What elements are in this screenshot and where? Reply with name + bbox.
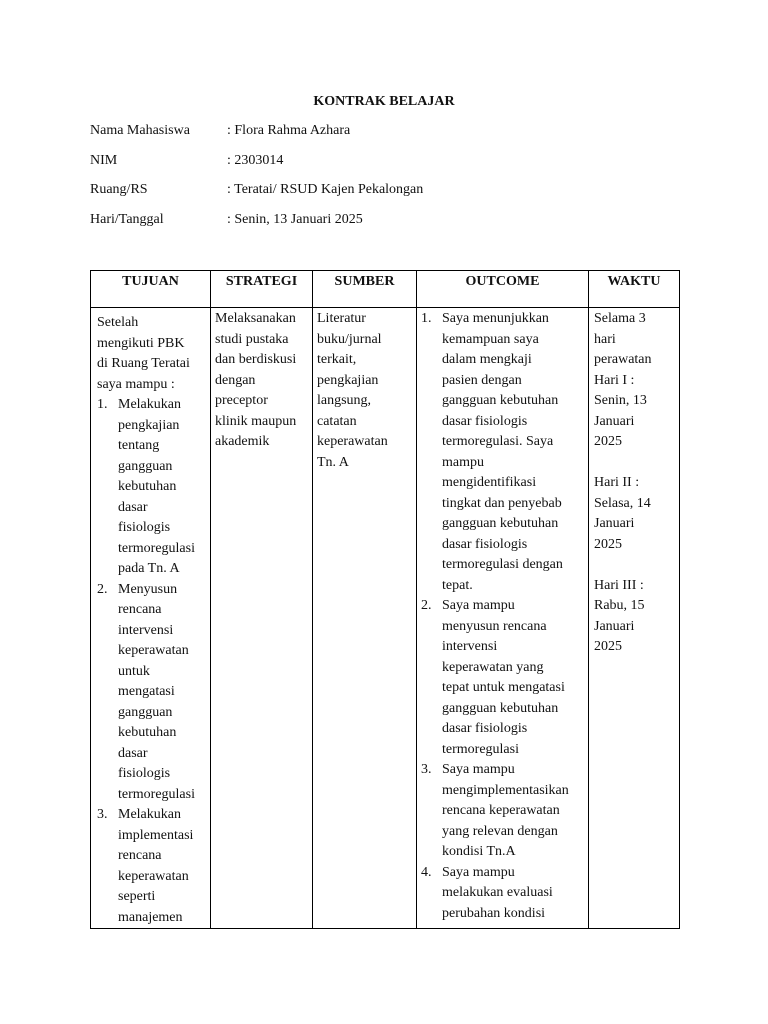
text-line: Saya mampu [442,598,515,613]
item-text [118,805,207,928]
contract-table [90,270,680,929]
item-text [442,760,585,863]
info-row [90,121,423,151]
tujuan-list [97,395,207,928]
spacer [594,555,676,576]
text-line: intervensi [442,639,498,654]
text-line: Saya mampu [442,762,515,777]
strategi-line: akademik [215,434,270,449]
item-number: 3. [421,762,432,777]
text-line: dasar [118,745,148,761]
item-number: 2. [421,598,432,613]
text-line: tepat. [442,577,473,593]
sumber-line: pengkajian [317,372,379,388]
strategi-cell [211,308,313,929]
tujuan-item [97,805,207,928]
text-line: rencana keperawatan [442,803,560,818]
waktu-line: 2025 [594,639,622,654]
table-header-row [91,271,680,308]
text-line: manajemen [118,909,183,925]
sumber-line: langsung, [317,393,372,408]
item-text [442,596,585,760]
tujuan-item [97,580,207,806]
sumber-line: terkait, [317,352,357,367]
waktu-line: Hari II : [594,475,640,490]
sumber-line: buku/jurnal [317,331,382,347]
waktu-line: 2025 [594,434,622,449]
spacer [594,453,676,474]
sumber-line: catatan [317,413,357,429]
sumber-cell [313,308,417,929]
tujuan-intro-line: mengikuti PBK [97,335,185,351]
waktu-cell [589,308,680,929]
text-line: termoregulasi [442,741,519,757]
text-line: implementasi [118,827,194,843]
text-line: mengidentifikasi [442,475,537,490]
text-line: gangguan kebutuhan [442,393,559,408]
text-line: termoregulasi [118,786,195,802]
outcome-list [421,309,585,924]
outcome-item [421,596,585,760]
tujuan-intro-line: saya mampu : [97,376,175,392]
text-line: Menyusun [118,581,178,597]
header-tujuan: TUJUAN [91,271,211,308]
text-line: fisiologis [118,766,171,781]
table-row [91,308,680,929]
outcome-item [421,863,585,925]
text-line: intervensi [118,622,174,638]
info-row [90,180,423,210]
text-line: pasien dengan [442,372,522,388]
waktu-line: Hari I : [594,372,635,388]
waktu-line: Januari [594,618,635,634]
text-line: seperti [118,889,156,904]
text-line: kemampuan saya [442,331,539,347]
header-waktu: WAKTU [589,271,680,308]
waktu-line: 2025 [594,536,622,552]
text-line: Melakukan [118,397,181,412]
text-line: yang relevan dengan [442,823,558,839]
text-line: tentang [118,438,160,453]
item-text [442,309,585,596]
info-value: : Flora Rahma Azhara [227,123,351,138]
waktu-line: perawatan [594,352,652,367]
document-title: KONTRAK BELAJAR [313,94,455,109]
text-line: termoregulasi [118,540,195,556]
info-value: : Teratai/ RSUD Kajen Pekalongan [227,182,424,198]
tujuan-cell [91,308,211,929]
text-line: pengkajian [118,417,180,433]
tujuan-item [97,395,207,580]
text-line: rencana [118,602,162,617]
student-info [90,121,423,240]
text-line: Melakukan [118,807,181,822]
text-line: gangguan [118,458,173,474]
item-text [118,580,207,806]
sumber-line: keperawatan [317,434,388,449]
item-number: 3. [97,807,108,822]
strategi-line: dengan [215,372,256,388]
item-text [118,395,207,580]
text-line: melakukan evaluasi [442,885,553,900]
strategi-line: studi pustaka [215,331,289,347]
header-sumber: SUMBER [313,271,417,308]
text-line: perubahan kondisi [442,905,546,921]
waktu-group [594,576,676,658]
text-line: dasar fisiologis [442,536,528,552]
waktu-line: Hari III : [594,577,644,593]
strategi-line: Melaksanakan [215,311,296,326]
text-line: mengatasi [118,684,175,699]
text-line: untuk [118,663,150,679]
item-number: 2. [97,581,108,597]
text-line: rencana [118,848,162,863]
text-line: kondisi Tn.A [442,844,516,859]
waktu-group [594,473,676,555]
info-value: : 2303014 [227,152,284,168]
text-line: gangguan kebutuhan [442,516,559,531]
text-line: fisiologis [118,520,171,535]
text-line: mampu [442,454,484,470]
waktu-line: hari [594,331,616,347]
strategi-line: preceptor [215,393,268,408]
text-line: dalam mengkaji [442,352,532,367]
text-line: gangguan kebutuhan [442,700,559,716]
text-line: kebutuhan [118,479,177,494]
text-line: pada Tn. A [118,561,180,576]
outcome-cell [417,308,589,929]
info-row [90,210,423,240]
outcome-item [421,760,585,863]
waktu-line: Januari [594,413,635,429]
text-line: mengimplementasikan [442,782,569,798]
strategi-line: dan berdiskusi [215,352,297,367]
info-label: Hari/Tanggal [90,212,164,228]
text-line: dasar [118,499,148,515]
text-line: keperawatan [118,643,189,658]
info-label: Ruang/RS [90,182,148,198]
text-line: termoregulasi dengan [442,557,563,572]
item-number: 4. [421,864,432,880]
item-number: 1. [421,311,432,326]
header-strategi: STRATEGI [211,271,313,308]
text-line: tepat untuk mengatasi [442,680,565,695]
text-line: gangguan [118,704,173,720]
waktu-line: Rabu, 15 [594,598,645,613]
waktu-line: Senin, 13 [594,393,647,408]
sumber-line: Tn. A [317,454,349,470]
text-line: keperawatan yang [442,659,544,675]
waktu-group [594,309,676,453]
header-outcome: OUTCOME [417,271,589,308]
item-text [442,863,585,925]
info-row [90,151,423,181]
text-line: tingkat dan penyebab [442,495,562,511]
tujuan-intro-line: di Ruang Teratai [97,356,190,371]
text-line: dasar fisiologis [442,721,528,736]
text-line: Saya mampu [442,864,515,880]
info-label: Nama Mahasiswa [90,123,190,138]
tujuan-intro-line: Setelah [97,315,139,330]
sumber-line: Literatur [317,311,366,326]
waktu-line: Januari [594,516,635,531]
waktu-line: Selasa, 14 [594,495,651,511]
info-label: NIM [90,152,118,168]
waktu-line: Selama 3 [594,311,646,326]
info-value: : Senin, 13 Januari 2025 [227,212,363,228]
text-line: Saya menunjukkan [442,311,549,326]
text-line: kebutuhan [118,725,177,740]
item-number: 1. [97,397,108,412]
text-line: keperawatan [118,868,189,884]
text-line: menyusun rencana [442,618,547,634]
outcome-item [421,309,585,596]
strategi-line: klinik maupun [215,413,297,429]
text-line: dasar fisiologis [442,413,528,429]
text-line: termoregulasi. Saya [442,434,554,449]
